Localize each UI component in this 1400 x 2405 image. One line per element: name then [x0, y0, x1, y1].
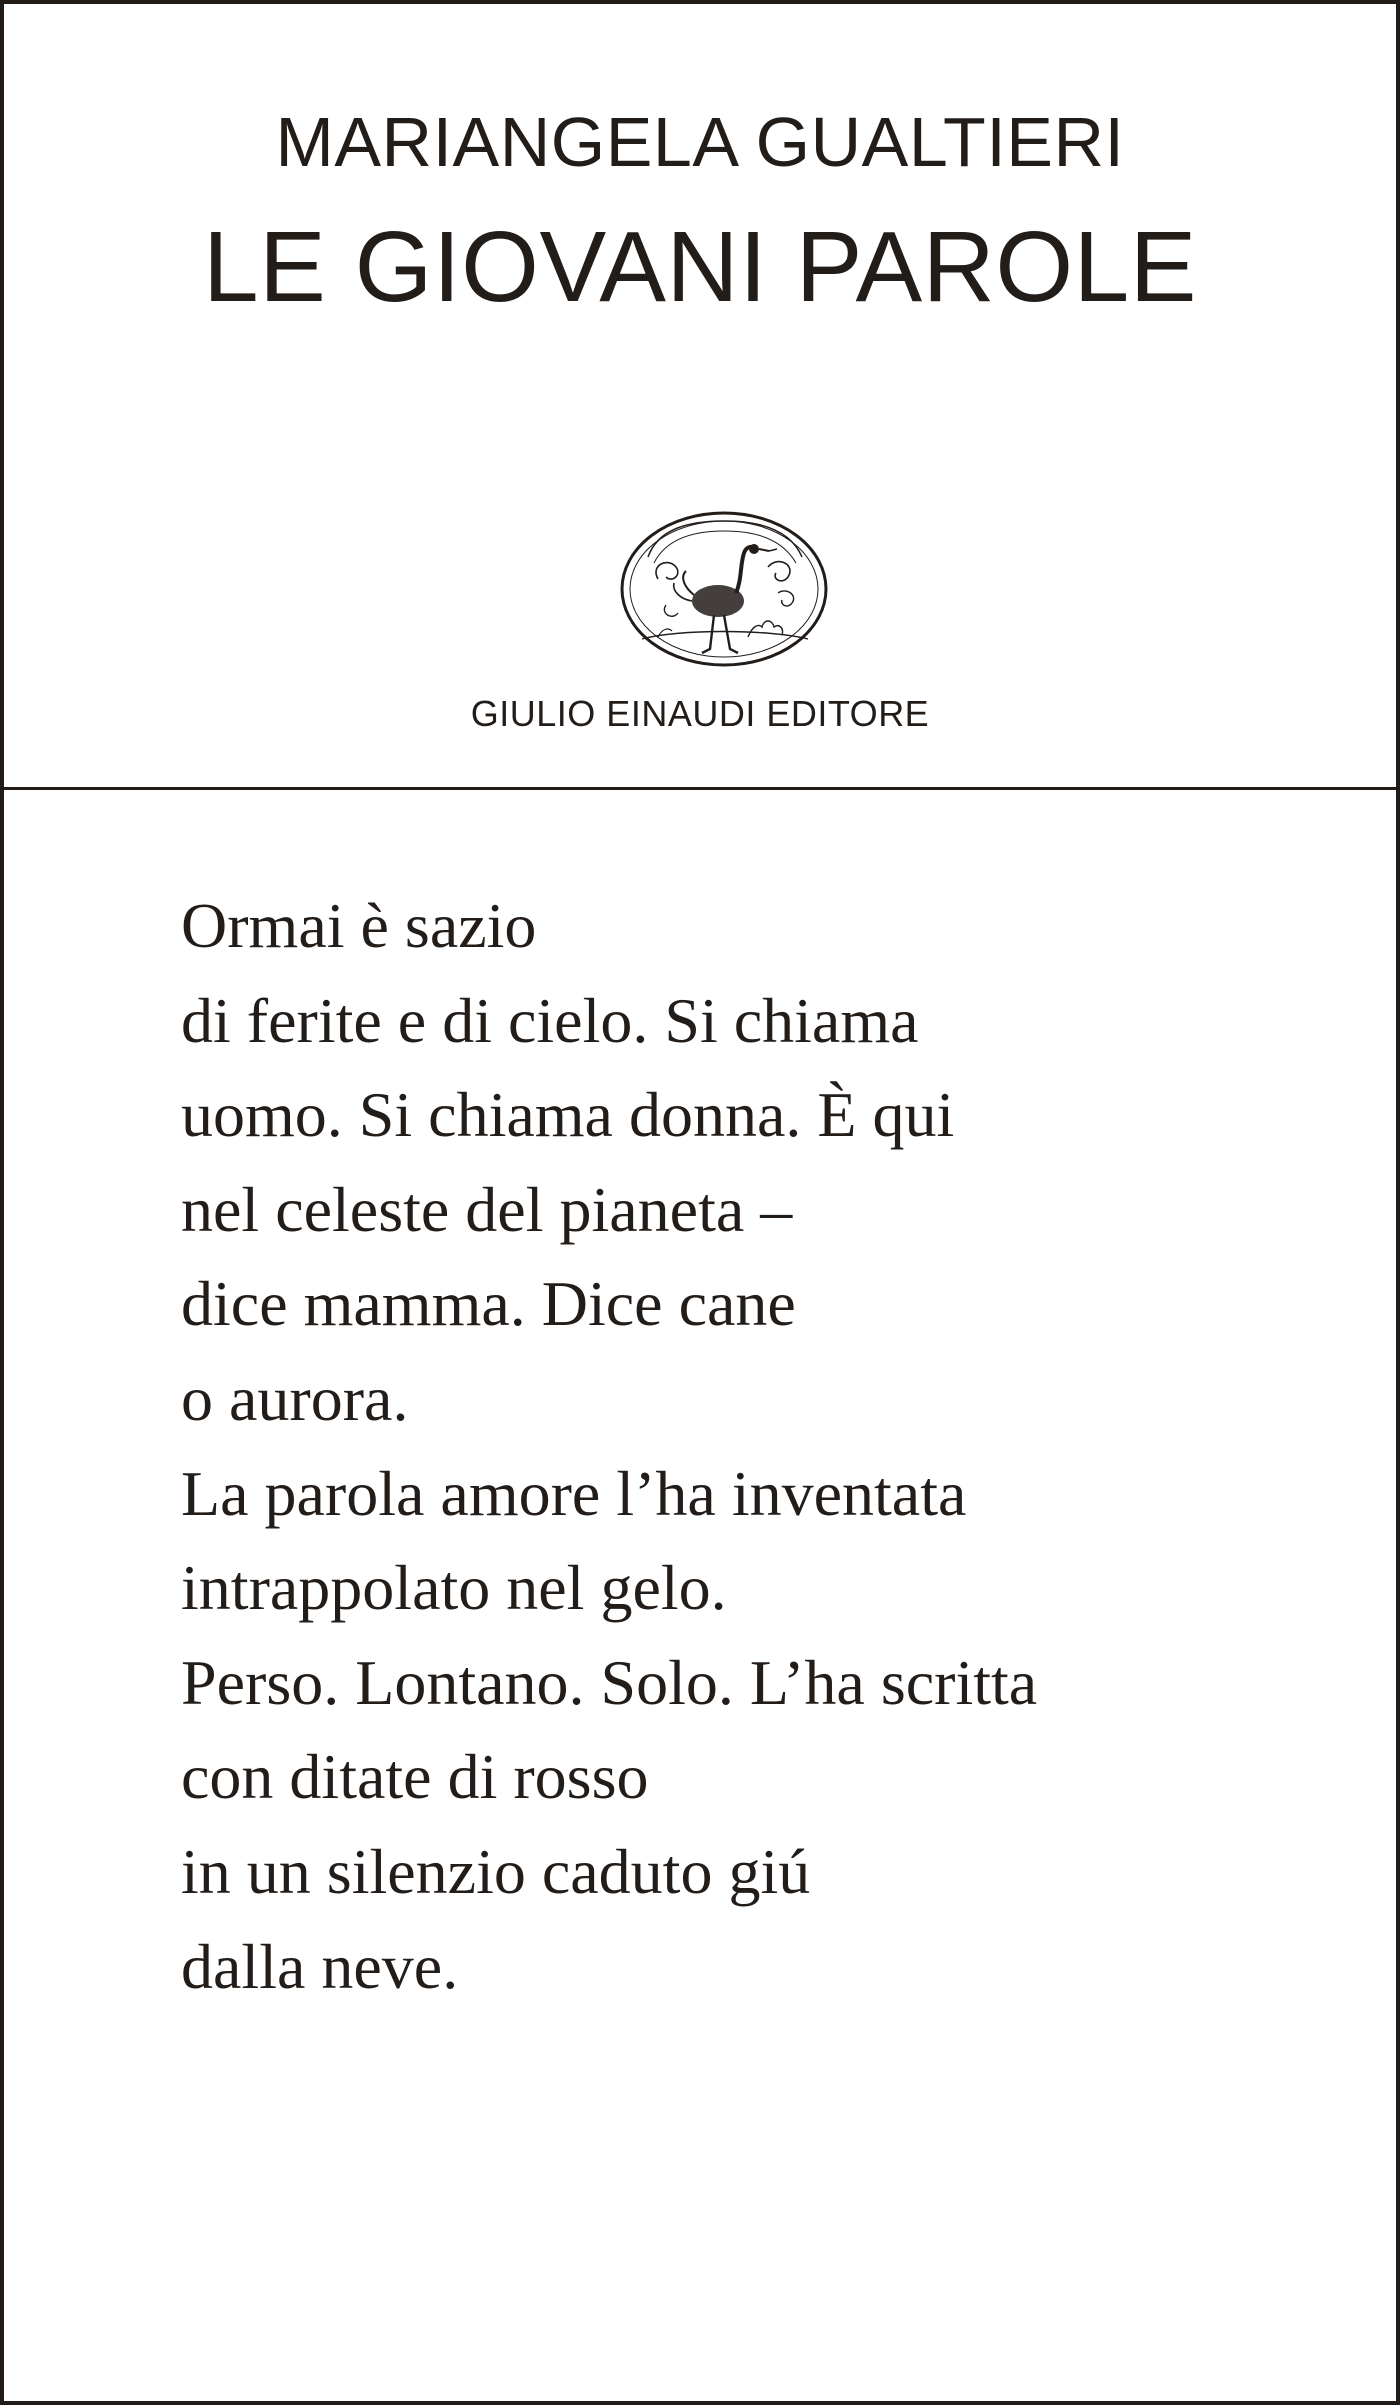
poem-line: dice mamma. Dice cane — [181, 1268, 796, 1340]
publisher-name: GIULIO EINAUDI EDITORE — [470, 693, 930, 734]
author-name: MARIANGELA GUALTIERI — [275, 103, 1125, 181]
cover-header-panel — [4, 4, 1396, 787]
cover-divider — [4, 787, 1396, 790]
poem-line: Ormai è sazio — [181, 890, 537, 961]
poem-line: uomo. Si chiama donna. È qui — [181, 1079, 955, 1151]
poem-line: Perso. Lontano. Solo. L’ha scritta — [181, 1646, 1038, 1718]
poem-line: nel celeste del pianeta – — [181, 1173, 793, 1245]
poem-line: con ditate di rosso — [181, 1741, 649, 1813]
poem-line: intrappolato nel gelo. — [181, 1552, 727, 1624]
ostrich-emblem-icon — [618, 509, 830, 669]
poem-line: o aurora. — [181, 1362, 409, 1434]
poem-line: dalla neve. — [181, 1930, 459, 2002]
poem-line: in un silenzio caduto giú — [181, 1835, 811, 1907]
book-title: LE GIOVANI PAROLE — [203, 211, 1197, 323]
poem-line: La parola amore l’ha inventata — [181, 1457, 967, 1529]
cover-poem — [181, 879, 1361, 2014]
poem-line: di ferite e di cielo. Si chiama — [181, 984, 919, 1056]
